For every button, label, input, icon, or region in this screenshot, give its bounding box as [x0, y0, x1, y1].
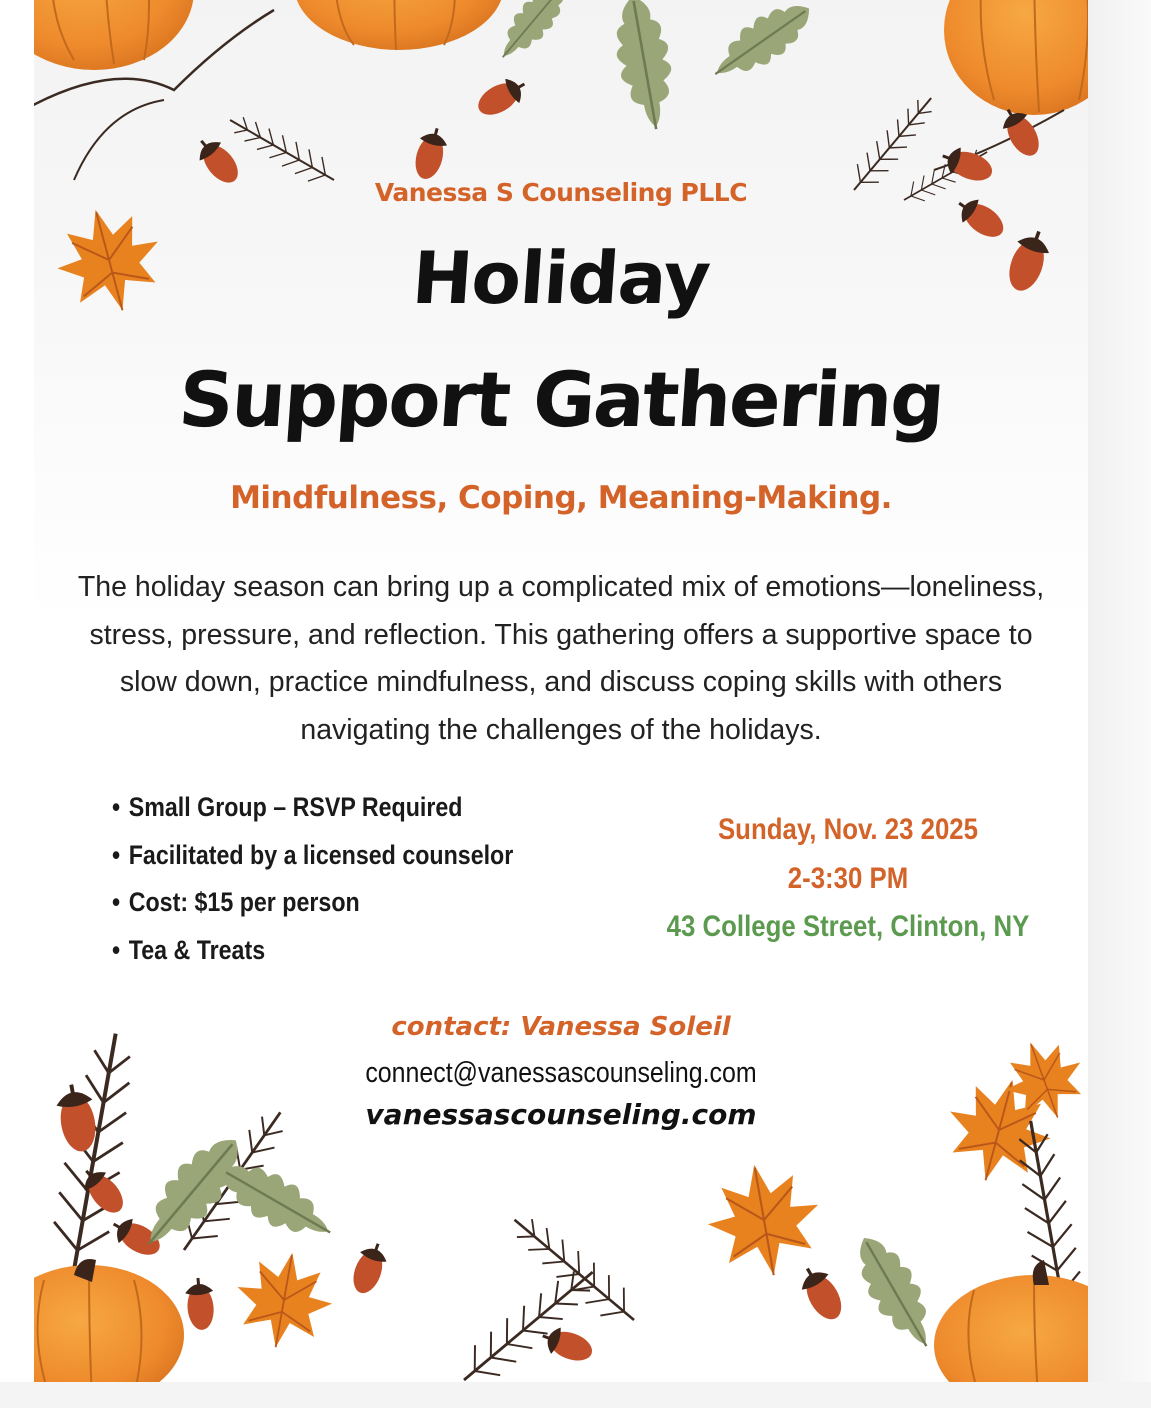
detail-item-cost: • Cost: $15 per person	[112, 879, 513, 927]
contact-website: vanessascounseling.com	[365, 1098, 757, 1131]
title-line-2: Support Gathering	[175, 355, 947, 444]
flyer	[34, 0, 1088, 1382]
event-description: The holiday season can bring up a complicated mix of emotions—loneliness, stress, pressure, and reflection. This gathering offers a supportive space to slow down, practice mindfulness, and discuss coping skills with others navigating the challenges of the holidays.	[77, 571, 1045, 746]
bottom-right-pumpkin	[934, 1260, 1088, 1382]
page-edge-right	[1088, 0, 1151, 1408]
detail-item-refreshments: • Tea & Treats	[112, 927, 513, 975]
tagline: Mindfulness, Coping, Meaning-Making.	[230, 480, 892, 516]
event-details-list	[112, 784, 579, 974]
top-right-pumpkin	[944, 0, 1088, 115]
detail-item-rsvp: • Small Group – RSVP Required	[112, 784, 513, 832]
detail-item-facilitator: • Facilitated by a licensed counselor	[112, 832, 513, 880]
contact-name: contact: Vanessa Soleil	[391, 1012, 731, 1042]
top-left-center-pumpkin	[294, 0, 504, 50]
title-line-1: Holiday	[409, 236, 713, 320]
page-edge-bottom	[0, 1382, 1151, 1408]
top-left-pumpkin	[34, 0, 194, 70]
bottom-left-pumpkin	[34, 1259, 184, 1382]
event-date: Sunday, Nov. 23 2025	[717, 813, 979, 846]
event-location: 43 College Street, Clinton, NY	[666, 910, 1030, 943]
event-info	[574, 806, 1088, 952]
contact-email: connect@vanessascounseling.com	[365, 1057, 757, 1089]
organization-name: Vanessa S Counseling PLLC	[374, 178, 748, 207]
event-time: 2-3:30 PM	[787, 861, 909, 895]
